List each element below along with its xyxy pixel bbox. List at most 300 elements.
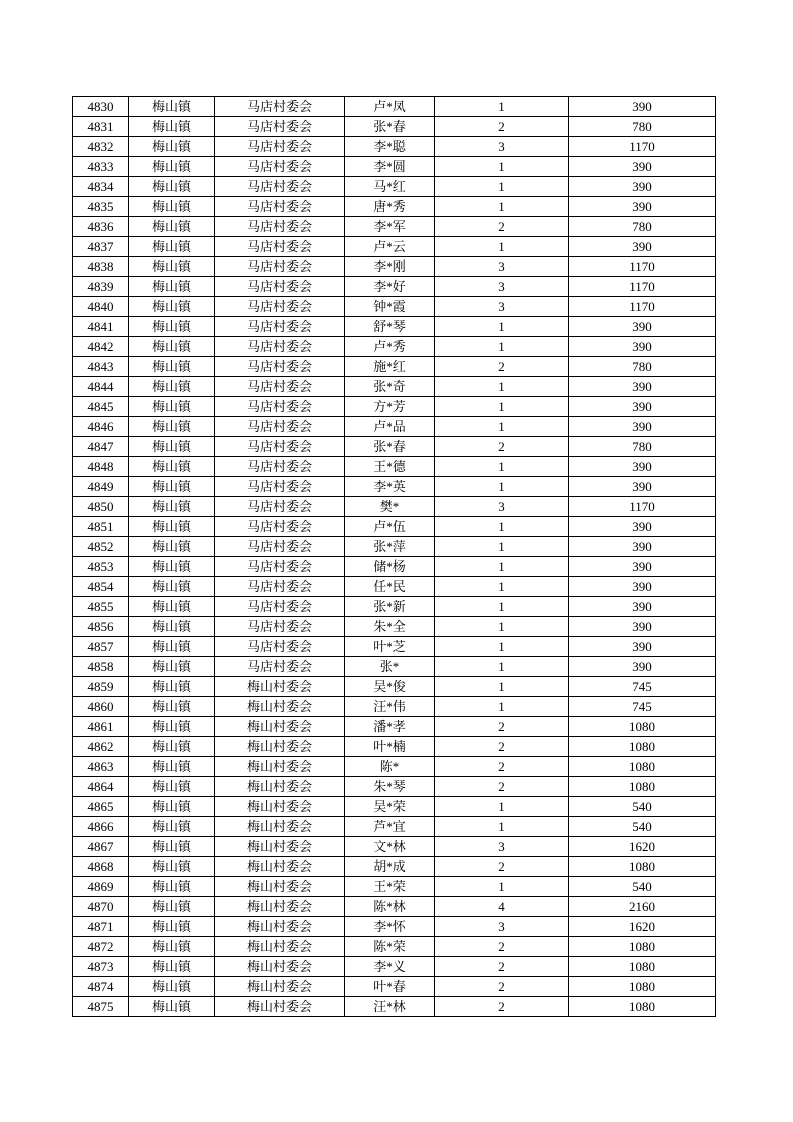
name-cell: 卢*品 [345,417,435,437]
row-number-cell: 4871 [73,917,129,937]
village-committee-cell: 马店村委会 [215,217,345,237]
count-cell: 1 [435,157,569,177]
table-row [73,97,716,117]
count-cell: 3 [435,837,569,857]
name-cell: 胡*成 [345,857,435,877]
village-committee-cell: 梅山村委会 [215,817,345,837]
town-cell: 梅山镇 [129,577,215,597]
count-cell: 1 [435,317,569,337]
table-row [73,497,716,517]
name-cell: 张*萍 [345,537,435,557]
row-number-cell: 4864 [73,777,129,797]
table-row [73,717,716,737]
amount-cell: 1170 [569,137,716,157]
village-committee-cell: 马店村委会 [215,357,345,377]
amount-cell: 1170 [569,277,716,297]
town-cell: 梅山镇 [129,957,215,977]
village-committee-cell: 梅山村委会 [215,737,345,757]
count-cell: 2 [435,717,569,737]
count-cell: 2 [435,437,569,457]
row-number-cell: 4855 [73,597,129,617]
village-committee-cell: 梅山村委会 [215,977,345,997]
amount-cell: 390 [569,457,716,477]
town-cell: 梅山镇 [129,157,215,177]
count-cell: 3 [435,917,569,937]
table-row [73,477,716,497]
table-row [73,377,716,397]
count-cell: 1 [435,577,569,597]
count-cell: 2 [435,997,569,1017]
row-number-cell: 4842 [73,337,129,357]
data-table [72,96,716,1017]
town-cell: 梅山镇 [129,557,215,577]
village-committee-cell: 梅山村委会 [215,857,345,877]
town-cell: 梅山镇 [129,857,215,877]
village-committee-cell: 马店村委会 [215,617,345,637]
village-committee-cell: 梅山村委会 [215,777,345,797]
village-committee-cell: 马店村委会 [215,257,345,277]
name-cell: 吴*俊 [345,677,435,697]
amount-cell: 390 [569,337,716,357]
count-cell: 2 [435,937,569,957]
table-body [73,97,716,1017]
amount-cell: 390 [569,597,716,617]
village-committee-cell: 梅山村委会 [215,957,345,977]
town-cell: 梅山镇 [129,317,215,337]
row-number-cell: 4838 [73,257,129,277]
count-cell: 1 [435,197,569,217]
table-row [73,137,716,157]
village-committee-cell: 马店村委会 [215,317,345,337]
row-number-cell: 4870 [73,897,129,917]
amount-cell: 1170 [569,257,716,277]
name-cell: 任*民 [345,577,435,597]
table-row [73,857,716,877]
table-row [73,777,716,797]
table-row [73,877,716,897]
town-cell: 梅山镇 [129,657,215,677]
count-cell: 1 [435,797,569,817]
table-row [73,337,716,357]
count-cell: 1 [435,657,569,677]
village-committee-cell: 梅山村委会 [215,917,345,937]
row-number-cell: 4859 [73,677,129,697]
village-committee-cell: 梅山村委会 [215,897,345,917]
village-committee-cell: 马店村委会 [215,557,345,577]
town-cell: 梅山镇 [129,417,215,437]
row-number-cell: 4872 [73,937,129,957]
village-committee-cell: 马店村委会 [215,597,345,617]
row-number-cell: 4848 [73,457,129,477]
amount-cell: 390 [569,317,716,337]
amount-cell: 1170 [569,297,716,317]
name-cell: 朱*琴 [345,777,435,797]
row-number-cell: 4837 [73,237,129,257]
town-cell: 梅山镇 [129,757,215,777]
town-cell: 梅山镇 [129,717,215,737]
town-cell: 梅山镇 [129,977,215,997]
amount-cell: 390 [569,397,716,417]
amount-cell: 745 [569,677,716,697]
town-cell: 梅山镇 [129,117,215,137]
village-committee-cell: 马店村委会 [215,137,345,157]
amount-cell: 390 [569,557,716,577]
table-row [73,897,716,917]
row-number-cell: 4851 [73,517,129,537]
village-committee-cell: 马店村委会 [215,237,345,257]
name-cell: 卢*秀 [345,337,435,357]
town-cell: 梅山镇 [129,597,215,617]
count-cell: 1 [435,397,569,417]
name-cell: 汪*伟 [345,697,435,717]
row-number-cell: 4857 [73,637,129,657]
name-cell: 樊* [345,497,435,517]
amount-cell: 390 [569,157,716,177]
row-number-cell: 4873 [73,957,129,977]
count-cell: 2 [435,737,569,757]
count-cell: 1 [435,337,569,357]
town-cell: 梅山镇 [129,677,215,697]
table-row [73,557,716,577]
name-cell: 文*林 [345,837,435,857]
row-number-cell: 4833 [73,157,129,177]
row-number-cell: 4862 [73,737,129,757]
name-cell: 叶*楠 [345,737,435,757]
row-number-cell: 4875 [73,997,129,1017]
table-row [73,937,716,957]
amount-cell: 390 [569,517,716,537]
row-number-cell: 4835 [73,197,129,217]
table-row [73,577,716,597]
village-committee-cell: 马店村委会 [215,517,345,537]
amount-cell: 540 [569,877,716,897]
amount-cell: 390 [569,377,716,397]
count-cell: 1 [435,517,569,537]
count-cell: 2 [435,957,569,977]
village-committee-cell: 马店村委会 [215,157,345,177]
town-cell: 梅山镇 [129,817,215,837]
count-cell: 2 [435,777,569,797]
row-number-cell: 4856 [73,617,129,637]
name-cell: 卢*伍 [345,517,435,537]
name-cell: 施*红 [345,357,435,377]
town-cell: 梅山镇 [129,457,215,477]
row-number-cell: 4831 [73,117,129,137]
row-number-cell: 4850 [73,497,129,517]
count-cell: 2 [435,117,569,137]
count-cell: 1 [435,637,569,657]
amount-cell: 390 [569,177,716,197]
count-cell: 4 [435,897,569,917]
row-number-cell: 4846 [73,417,129,437]
table-row [73,417,716,437]
amount-cell: 780 [569,117,716,137]
row-number-cell: 4832 [73,137,129,157]
name-cell: 陈*林 [345,897,435,917]
table-row [73,257,716,277]
amount-cell: 1080 [569,997,716,1017]
amount-cell: 1080 [569,857,716,877]
table-row [73,957,716,977]
amount-cell: 745 [569,697,716,717]
amount-cell: 390 [569,637,716,657]
table-row [73,357,716,377]
row-number-cell: 4843 [73,357,129,377]
table-row [73,697,716,717]
name-cell: 李*英 [345,477,435,497]
count-cell: 1 [435,817,569,837]
name-cell: 李*好 [345,277,435,297]
amount-cell: 540 [569,817,716,837]
table-row [73,817,716,837]
count-cell: 1 [435,97,569,117]
name-cell: 汪*林 [345,997,435,1017]
row-number-cell: 4844 [73,377,129,397]
table-row [73,437,716,457]
name-cell: 方*芳 [345,397,435,417]
table-row [73,117,716,137]
count-cell: 1 [435,557,569,577]
name-cell: 张* [345,657,435,677]
table-row [73,237,716,257]
name-cell: 李*聪 [345,137,435,157]
row-number-cell: 4845 [73,397,129,417]
name-cell: 舒*琴 [345,317,435,337]
amount-cell: 1170 [569,497,716,517]
table-row [73,997,716,1017]
name-cell: 潘*孝 [345,717,435,737]
name-cell: 吴*荣 [345,797,435,817]
name-cell: 李*刚 [345,257,435,277]
row-number-cell: 4854 [73,577,129,597]
name-cell: 叶*芝 [345,637,435,657]
name-cell: 陈* [345,757,435,777]
amount-cell: 390 [569,417,716,437]
town-cell: 梅山镇 [129,997,215,1017]
table-row [73,657,716,677]
name-cell: 卢*云 [345,237,435,257]
count-cell: 1 [435,697,569,717]
town-cell: 梅山镇 [129,797,215,817]
amount-cell: 390 [569,97,716,117]
amount-cell: 1620 [569,837,716,857]
town-cell: 梅山镇 [129,137,215,157]
table-row [73,837,716,857]
village-committee-cell: 马店村委会 [215,657,345,677]
town-cell: 梅山镇 [129,97,215,117]
table-row [73,177,716,197]
village-committee-cell: 马店村委会 [215,477,345,497]
village-committee-cell: 马店村委会 [215,377,345,397]
amount-cell: 2160 [569,897,716,917]
table-row [73,157,716,177]
amount-cell: 1080 [569,777,716,797]
table-row [73,977,716,997]
amount-cell: 390 [569,657,716,677]
village-committee-cell: 马店村委会 [215,117,345,137]
count-cell: 2 [435,857,569,877]
row-number-cell: 4861 [73,717,129,737]
village-committee-cell: 马店村委会 [215,277,345,297]
town-cell: 梅山镇 [129,537,215,557]
count-cell: 1 [435,177,569,197]
row-number-cell: 4836 [73,217,129,237]
row-number-cell: 4840 [73,297,129,317]
count-cell: 1 [435,537,569,557]
name-cell: 钟*霞 [345,297,435,317]
count-cell: 2 [435,357,569,377]
village-committee-cell: 马店村委会 [215,417,345,437]
town-cell: 梅山镇 [129,517,215,537]
count-cell: 1 [435,617,569,637]
count-cell: 1 [435,377,569,397]
amount-cell: 390 [569,577,716,597]
count-cell: 3 [435,297,569,317]
row-number-cell: 4866 [73,817,129,837]
table-row [73,197,716,217]
name-cell: 储*杨 [345,557,435,577]
row-number-cell: 4841 [73,317,129,337]
count-cell: 1 [435,477,569,497]
town-cell: 梅山镇 [129,437,215,457]
table-row [73,597,716,617]
table-row [73,217,716,237]
town-cell: 梅山镇 [129,237,215,257]
village-committee-cell: 梅山村委会 [215,697,345,717]
table-row [73,797,716,817]
name-cell: 叶*春 [345,977,435,997]
row-number-cell: 4853 [73,557,129,577]
town-cell: 梅山镇 [129,837,215,857]
name-cell: 王*荣 [345,877,435,897]
amount-cell: 1080 [569,977,716,997]
amount-cell: 780 [569,217,716,237]
town-cell: 梅山镇 [129,937,215,957]
name-cell: 芦*宜 [345,817,435,837]
table-row [73,737,716,757]
town-cell: 梅山镇 [129,297,215,317]
count-cell: 1 [435,457,569,477]
count-cell: 3 [435,137,569,157]
table-row [73,537,716,557]
table-row [73,637,716,657]
row-number-cell: 4869 [73,877,129,897]
village-committee-cell: 梅山村委会 [215,837,345,857]
count-cell: 3 [435,257,569,277]
count-cell: 1 [435,417,569,437]
count-cell: 1 [435,597,569,617]
row-number-cell: 4847 [73,437,129,457]
amount-cell: 390 [569,477,716,497]
row-number-cell: 4858 [73,657,129,677]
row-number-cell: 4865 [73,797,129,817]
village-committee-cell: 马店村委会 [215,497,345,517]
row-number-cell: 4849 [73,477,129,497]
name-cell: 李*军 [345,217,435,237]
row-number-cell: 4834 [73,177,129,197]
town-cell: 梅山镇 [129,337,215,357]
name-cell: 李*怀 [345,917,435,937]
amount-cell: 1080 [569,937,716,957]
town-cell: 梅山镇 [129,257,215,277]
name-cell: 朱*全 [345,617,435,637]
count-cell: 1 [435,677,569,697]
village-committee-cell: 马店村委会 [215,537,345,557]
village-committee-cell: 梅山村委会 [215,877,345,897]
amount-cell: 780 [569,357,716,377]
village-committee-cell: 梅山村委会 [215,677,345,697]
town-cell: 梅山镇 [129,177,215,197]
town-cell: 梅山镇 [129,777,215,797]
name-cell: 马*红 [345,177,435,197]
count-cell: 1 [435,237,569,257]
row-number-cell: 4839 [73,277,129,297]
town-cell: 梅山镇 [129,357,215,377]
row-number-cell: 4863 [73,757,129,777]
name-cell: 李*圆 [345,157,435,177]
amount-cell: 390 [569,197,716,217]
town-cell: 梅山镇 [129,377,215,397]
town-cell: 梅山镇 [129,277,215,297]
count-cell: 2 [435,977,569,997]
table-row [73,457,716,477]
town-cell: 梅山镇 [129,197,215,217]
town-cell: 梅山镇 [129,497,215,517]
name-cell: 唐*秀 [345,197,435,217]
amount-cell: 1080 [569,717,716,737]
name-cell: 张*春 [345,117,435,137]
name-cell: 张*奇 [345,377,435,397]
table-row [73,397,716,417]
amount-cell: 780 [569,437,716,457]
village-committee-cell: 马店村委会 [215,637,345,657]
amount-cell: 540 [569,797,716,817]
amount-cell: 390 [569,617,716,637]
village-committee-cell: 梅山村委会 [215,797,345,817]
town-cell: 梅山镇 [129,217,215,237]
village-committee-cell: 马店村委会 [215,197,345,217]
row-number-cell: 4874 [73,977,129,997]
town-cell: 梅山镇 [129,477,215,497]
name-cell: 陈*荣 [345,937,435,957]
village-committee-cell: 梅山村委会 [215,717,345,737]
town-cell: 梅山镇 [129,877,215,897]
name-cell: 卢*凤 [345,97,435,117]
row-number-cell: 4860 [73,697,129,717]
count-cell: 3 [435,497,569,517]
name-cell: 李*义 [345,957,435,977]
amount-cell: 1080 [569,757,716,777]
village-committee-cell: 梅山村委会 [215,937,345,957]
table-row [73,317,716,337]
count-cell: 2 [435,757,569,777]
village-committee-cell: 马店村委会 [215,437,345,457]
row-number-cell: 4867 [73,837,129,857]
village-committee-cell: 马店村委会 [215,177,345,197]
town-cell: 梅山镇 [129,897,215,917]
table-row [73,677,716,697]
village-committee-cell: 梅山村委会 [215,757,345,777]
count-cell: 3 [435,277,569,297]
village-committee-cell: 马店村委会 [215,397,345,417]
town-cell: 梅山镇 [129,697,215,717]
table-row [73,277,716,297]
town-cell: 梅山镇 [129,617,215,637]
name-cell: 张*新 [345,597,435,617]
village-committee-cell: 马店村委会 [215,297,345,317]
name-cell: 张*春 [345,437,435,457]
amount-cell: 1080 [569,737,716,757]
